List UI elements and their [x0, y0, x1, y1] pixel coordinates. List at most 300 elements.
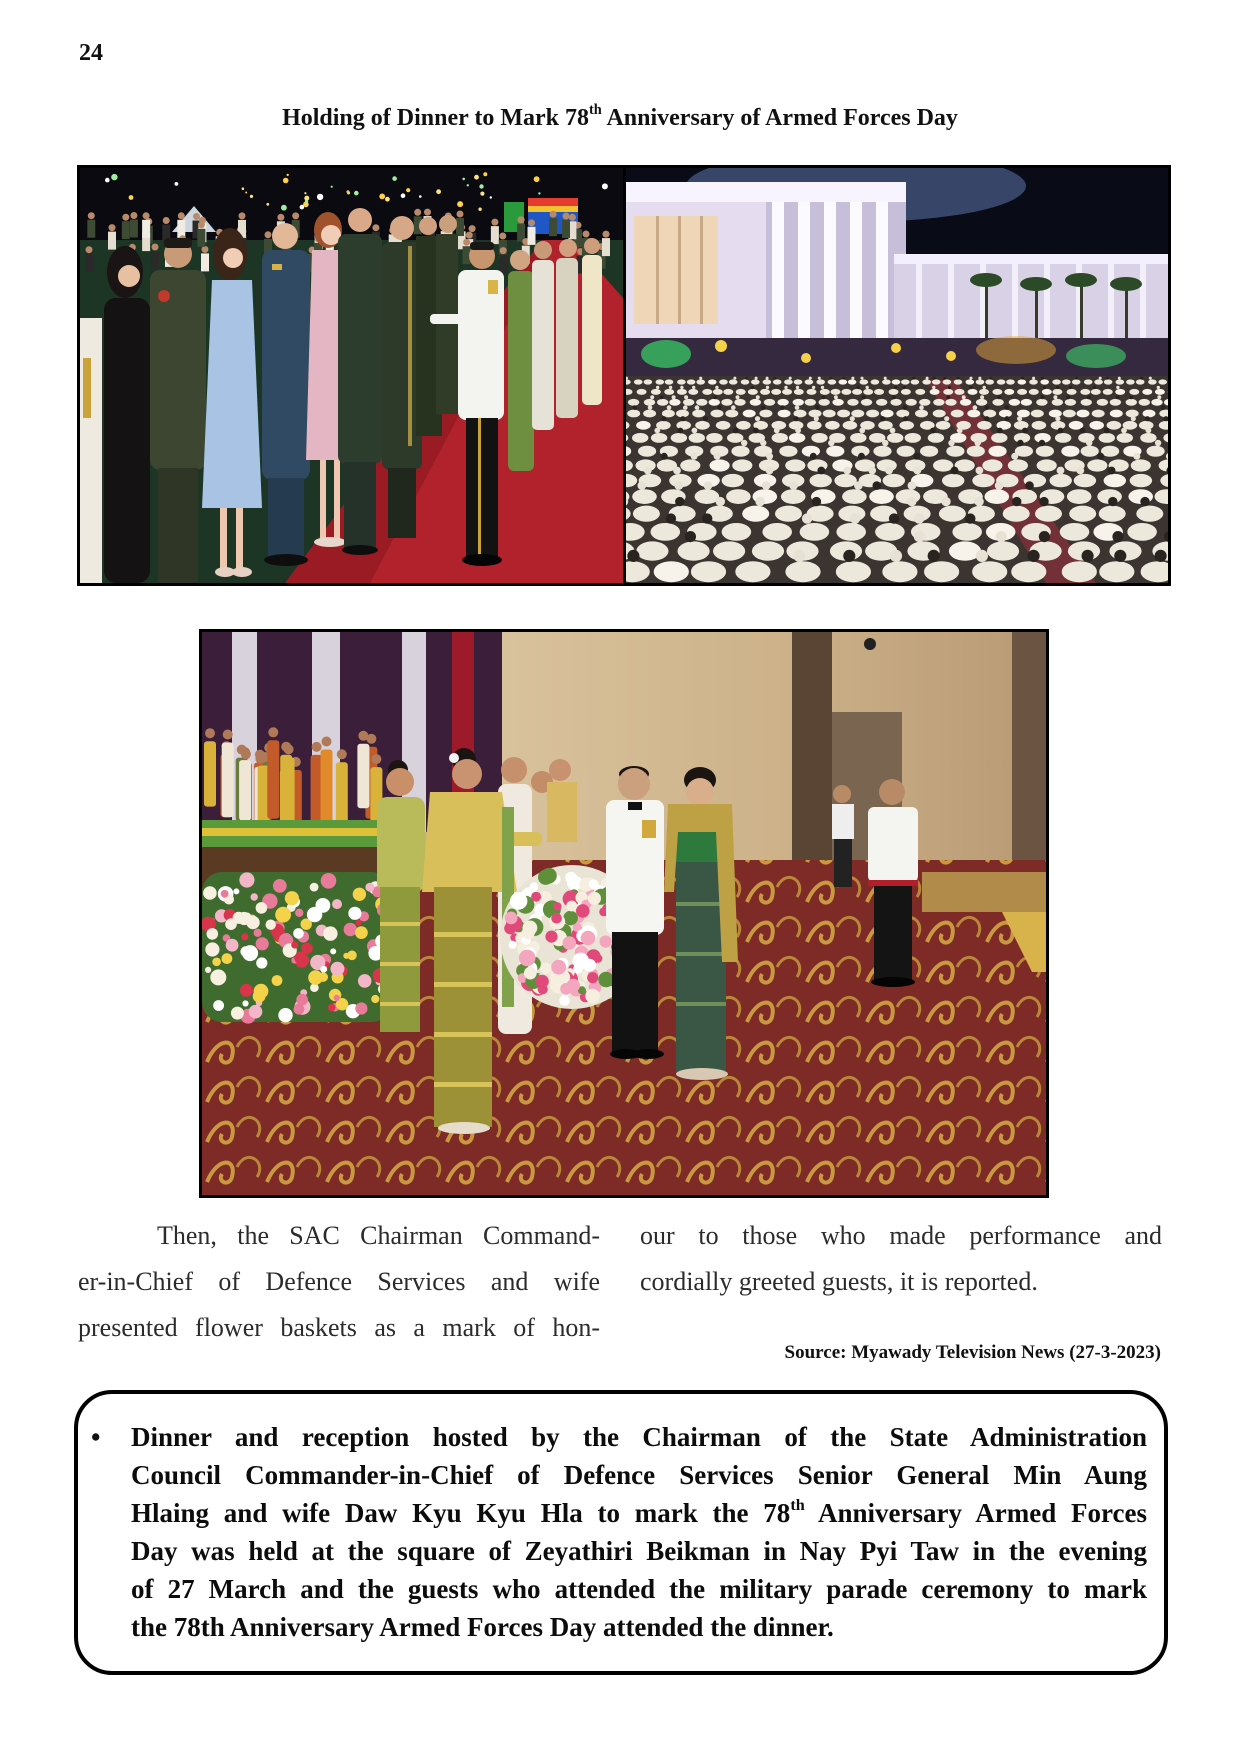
flower: [251, 893, 258, 900]
table: [823, 410, 836, 418]
table: [627, 410, 640, 418]
table: [771, 389, 781, 395]
table: [692, 410, 705, 418]
flower: [330, 962, 344, 976]
table: [819, 399, 830, 406]
guest: [812, 386, 815, 389]
table: [915, 389, 925, 395]
table: [943, 379, 952, 384]
performer-head: [240, 747, 250, 757]
guest: [1017, 440, 1023, 446]
table: [762, 523, 792, 541]
flower: [240, 984, 253, 997]
table: [1080, 389, 1090, 395]
table: [920, 446, 938, 457]
bloom: [563, 936, 577, 950]
distant-guest: [197, 229, 205, 247]
flower: [241, 933, 248, 940]
photo-reception-line: [80, 168, 623, 583]
guest: [975, 440, 981, 446]
guest: [1057, 467, 1065, 475]
flower: [205, 942, 219, 956]
table: [897, 446, 915, 457]
table: [665, 379, 674, 384]
light: [467, 184, 469, 186]
guest: [890, 428, 896, 434]
guest: [973, 405, 978, 410]
table: [866, 410, 879, 418]
light: [283, 178, 289, 184]
table: [678, 541, 710, 560]
guest: [1121, 428, 1127, 434]
distant-guest-head: [463, 239, 470, 246]
flower: [254, 984, 269, 999]
summary-line: [131, 1494, 1147, 1532]
guest: [699, 377, 702, 380]
light: [457, 201, 463, 207]
guest: [766, 453, 773, 460]
table: [1155, 389, 1165, 395]
light: [478, 208, 481, 211]
flower: [321, 873, 337, 889]
guest: [815, 405, 820, 410]
guest: [802, 513, 812, 523]
performer-head: [371, 754, 381, 764]
distant-guest-head: [198, 221, 205, 228]
table: [805, 399, 816, 406]
table: [656, 379, 665, 384]
guest: [713, 395, 717, 399]
table: [1131, 459, 1151, 471]
distant-guest-head: [414, 209, 421, 216]
main-photo-frame: [199, 629, 1049, 1198]
guest: [1039, 531, 1050, 542]
table: [887, 433, 903, 443]
distant-guest: [528, 227, 536, 245]
bloom: [519, 950, 536, 967]
performer-head: [312, 742, 322, 752]
guest: [1118, 377, 1121, 380]
guest: [755, 416, 760, 421]
flower: [330, 948, 336, 954]
performer: [267, 740, 279, 819]
table: [729, 379, 738, 384]
table: [837, 410, 850, 418]
table: [1003, 506, 1030, 522]
guest: [862, 395, 866, 399]
guest: [1022, 428, 1028, 434]
light: [474, 175, 479, 180]
guest: [1149, 377, 1152, 380]
guest: [892, 395, 896, 399]
guest: [903, 416, 908, 421]
table: [1050, 474, 1072, 487]
guest: [889, 513, 899, 523]
flower: [238, 912, 251, 925]
table: [860, 379, 869, 384]
distant-guest-head: [603, 231, 610, 238]
table: [1099, 506, 1126, 522]
table: [942, 474, 964, 487]
flower: [213, 1000, 224, 1011]
guest-blue-uniform: [262, 223, 310, 566]
table: [1092, 410, 1105, 418]
table: [952, 523, 982, 541]
summary-line-text: Day was held at the square of Zeyathiri Beikman in Nay Pyi Taw in the evening: [131, 1536, 1147, 1566]
guest: [793, 550, 805, 562]
guest: [957, 377, 960, 380]
table: [1021, 399, 1032, 406]
table: [680, 459, 700, 471]
distant-guest-head: [563, 213, 570, 220]
table: [722, 474, 744, 487]
table: [946, 446, 964, 457]
table: [1099, 561, 1134, 582]
table: [636, 541, 668, 560]
guest: [796, 386, 799, 389]
table: [1139, 399, 1150, 406]
article-line: our to those who made performance and: [640, 1221, 1162, 1250]
distant-guest: [562, 220, 570, 238]
guest: [980, 395, 984, 399]
guest: [974, 497, 983, 506]
bloom: [565, 872, 577, 884]
guest: [828, 440, 834, 446]
bloom: [541, 868, 557, 884]
bloom: [600, 936, 612, 948]
flower: [348, 907, 361, 920]
guest: [1069, 386, 1072, 389]
table: [633, 506, 660, 522]
guest: [1093, 386, 1096, 389]
table: [820, 389, 830, 395]
guest: [1140, 377, 1143, 380]
table: [651, 389, 661, 395]
flower: [222, 953, 233, 964]
performer: [357, 744, 369, 808]
bloom: [531, 892, 541, 902]
distant-guest: [602, 238, 610, 256]
guest: [983, 386, 986, 389]
table: [664, 389, 674, 395]
guest: [703, 416, 708, 421]
officer-right: [868, 779, 918, 987]
performer-head: [259, 753, 269, 763]
table: [760, 389, 770, 395]
table: [793, 399, 804, 406]
flower: [278, 1008, 292, 1022]
guest: [996, 531, 1007, 542]
light: [281, 205, 287, 211]
table: [1069, 506, 1096, 522]
guest: [685, 531, 696, 542]
flower: [256, 937, 269, 950]
table: [1036, 446, 1054, 457]
table: [1061, 446, 1079, 457]
guest: [1058, 428, 1064, 434]
table: [736, 389, 746, 395]
table: [651, 433, 667, 443]
distant-guest-head: [292, 212, 299, 219]
distant-guest-head: [424, 209, 431, 216]
flower: [272, 975, 283, 986]
flower: [266, 920, 276, 930]
flower: [320, 966, 327, 973]
guest: [941, 497, 950, 506]
flower: [275, 907, 291, 923]
guest: [812, 497, 821, 506]
table: [1126, 379, 1135, 384]
table: [773, 379, 782, 384]
performer-head: [281, 742, 291, 752]
distant-guest-head: [499, 233, 506, 240]
table: [778, 410, 791, 418]
table: [922, 379, 931, 384]
table: [764, 399, 775, 406]
table: [997, 379, 1006, 384]
table: [742, 506, 769, 522]
summary-line: [131, 1608, 1147, 1646]
guest: [984, 405, 989, 410]
table: [1037, 459, 1057, 471]
table: [1074, 474, 1096, 487]
distant-guest-head: [202, 246, 209, 253]
table: [636, 421, 651, 430]
table: [702, 389, 712, 395]
table: [1017, 389, 1027, 395]
guest: [789, 377, 792, 380]
title-text-end: Anniversary of Armed Forces Day: [601, 105, 958, 131]
distant-guest-head: [569, 214, 576, 221]
table: [654, 561, 689, 582]
table: [876, 399, 887, 406]
guest: [842, 377, 845, 380]
table: [643, 410, 656, 418]
table: [972, 561, 1007, 582]
guest: [795, 405, 800, 410]
flower: [231, 1007, 244, 1020]
table: [1008, 459, 1028, 471]
table: [1078, 433, 1094, 443]
table: [831, 389, 841, 395]
guest: [946, 395, 950, 399]
table: [1040, 379, 1049, 384]
distant-guest-head: [518, 216, 525, 223]
performer: [321, 750, 333, 827]
guest: [1140, 497, 1149, 506]
distant-guest: [130, 220, 138, 238]
guest: [995, 481, 1004, 490]
table: [905, 433, 921, 443]
guest: [903, 405, 908, 410]
distant-guest: [201, 253, 209, 271]
flower: [242, 945, 258, 961]
light: [401, 193, 406, 198]
table: [736, 421, 751, 430]
table: [843, 421, 858, 430]
table: [1031, 410, 1044, 418]
guest: [884, 377, 887, 380]
guest: [716, 497, 725, 506]
guest: [851, 377, 854, 380]
guest: [821, 386, 824, 389]
guest: [882, 440, 888, 446]
guest: [914, 513, 924, 523]
table: [851, 410, 864, 418]
flower: [296, 994, 308, 1006]
table: [687, 379, 696, 384]
guest: [661, 416, 666, 421]
guest: [926, 377, 929, 380]
table: [1018, 379, 1027, 384]
flower: [328, 1004, 336, 1012]
table: [722, 523, 752, 541]
table: [932, 379, 941, 384]
table: [933, 459, 953, 471]
distant-guest-head: [86, 246, 93, 253]
table: [638, 446, 656, 457]
table: [644, 399, 655, 406]
guest: [650, 395, 654, 399]
guest: [669, 386, 672, 389]
table: [1136, 379, 1145, 384]
light: [347, 190, 350, 193]
table: [634, 379, 643, 384]
table: [671, 433, 687, 443]
table: [919, 399, 930, 406]
table: [832, 399, 843, 406]
table: [936, 421, 951, 430]
guest: [818, 377, 821, 380]
light: [419, 195, 422, 198]
bloom: [594, 954, 602, 962]
table: [726, 489, 751, 504]
guest: [632, 405, 637, 410]
light: [300, 205, 305, 210]
table: [711, 410, 724, 418]
table: [1052, 399, 1063, 406]
table: [689, 433, 705, 443]
bloom: [587, 972, 598, 983]
table: [805, 379, 814, 384]
guest: [932, 386, 935, 389]
table: [734, 399, 745, 406]
table: [825, 421, 840, 430]
flower: [210, 969, 226, 985]
guest: [702, 513, 712, 523]
table: [901, 389, 911, 395]
flower: [294, 1004, 305, 1015]
flower: [249, 1005, 263, 1019]
guest: [714, 453, 721, 460]
table: [1104, 474, 1126, 487]
table: [1147, 446, 1165, 457]
guest: [736, 395, 740, 399]
table: [781, 489, 806, 504]
light: [538, 192, 540, 194]
guest: [850, 416, 855, 421]
bullet-icon: •: [91, 1422, 101, 1452]
table: [882, 561, 917, 582]
performer-head: [358, 731, 368, 741]
summary-line-text: Dinner and reception hosted by the Chairman of the State Administration: [131, 1422, 1147, 1452]
guest: [880, 416, 885, 421]
distant-guest: [142, 220, 150, 238]
guest: [755, 377, 758, 380]
guest: [957, 428, 963, 434]
guest-green-outfit: [508, 250, 534, 471]
table: [677, 379, 686, 384]
table: [890, 399, 901, 406]
guest: [760, 440, 766, 446]
table: [1032, 421, 1047, 430]
light: [245, 192, 247, 194]
guest: [997, 428, 1003, 434]
table: [1042, 389, 1052, 395]
table: [1084, 379, 1093, 384]
light: [490, 196, 492, 198]
table: [710, 459, 730, 471]
summary-line: [131, 1456, 1147, 1494]
bloom: [576, 904, 590, 918]
flower: [242, 1000, 248, 1006]
page-number: 24: [79, 40, 103, 66]
guest: [948, 386, 951, 389]
guest: [997, 395, 1001, 399]
guest: [648, 405, 653, 410]
table: [789, 433, 805, 443]
light: [602, 183, 608, 189]
table: [875, 523, 905, 541]
light: [242, 187, 245, 190]
table: [915, 410, 928, 418]
table: [1097, 399, 1108, 406]
guest: [834, 395, 838, 399]
table: [1089, 421, 1104, 430]
distant-guest-head: [583, 231, 590, 238]
table: [709, 399, 720, 406]
table: [1062, 379, 1071, 384]
table: [748, 389, 758, 395]
table: [861, 399, 872, 406]
guest: [644, 467, 652, 475]
distant-guest: [85, 254, 93, 272]
table: [1011, 561, 1046, 582]
distant-guest: [549, 218, 557, 236]
table: [1052, 389, 1062, 395]
table: [933, 410, 946, 418]
light: [480, 192, 484, 196]
table: [794, 379, 803, 384]
summary-line-text: Hlaing and wife Daw Kyu Kyu Hla to mark the 78: [131, 1498, 791, 1528]
table: [784, 379, 793, 384]
table: [750, 399, 761, 406]
table: [906, 399, 917, 406]
guest: [715, 386, 718, 389]
guest: [1155, 440, 1161, 446]
distant-guest: [122, 221, 130, 239]
table: [989, 446, 1007, 457]
guest: [885, 467, 893, 475]
flower: [343, 953, 349, 959]
bloom: [545, 931, 557, 943]
flower: [256, 957, 267, 968]
table: [779, 446, 797, 457]
guest: [678, 428, 684, 434]
guest: [1116, 386, 1119, 389]
distant-guest-head: [178, 212, 185, 219]
guest: [692, 386, 695, 389]
